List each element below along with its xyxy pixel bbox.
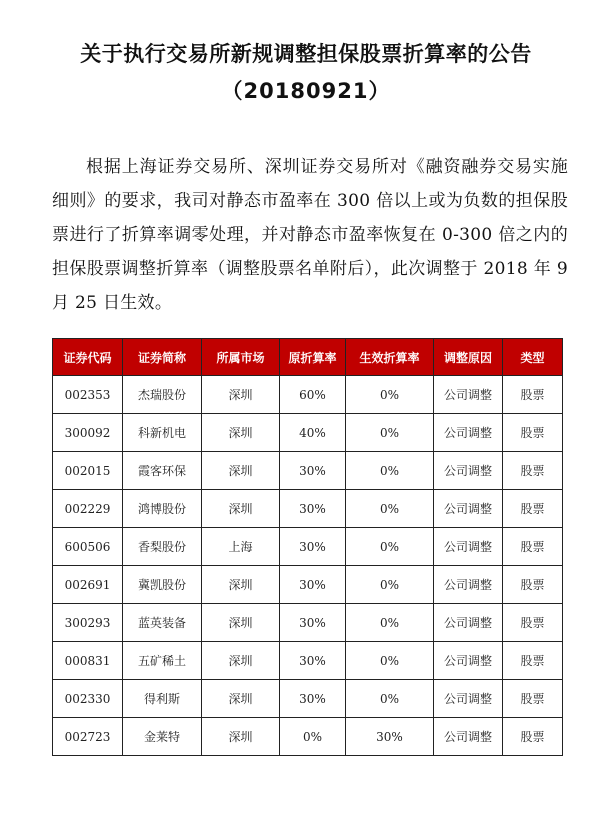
original-rate-cell: 30% [280, 452, 346, 490]
stock-code-cell: 002015 [53, 452, 123, 490]
table-row [53, 604, 563, 642]
type-cell: 股票 [503, 452, 563, 490]
original-rate-cell: 30% [280, 604, 346, 642]
effective-rate-cell: 0% [346, 490, 434, 528]
stock-name-cell: 杰瑞股份 [123, 376, 202, 414]
table-row [53, 376, 563, 414]
reason-cell: 公司调整 [434, 376, 503, 414]
market-cell: 深圳 [202, 718, 280, 756]
table-header-row [53, 339, 563, 376]
stock-code-cell: 002330 [53, 680, 123, 718]
effective-rate-cell: 0% [346, 452, 434, 490]
effective-rate-cell: 0% [346, 604, 434, 642]
reason-cell: 公司调整 [434, 718, 503, 756]
market-cell: 深圳 [202, 414, 280, 452]
header-type: 类型 [503, 339, 563, 376]
stock-name-cell: 香梨股份 [123, 528, 202, 566]
original-rate-cell: 60% [280, 376, 346, 414]
type-cell: 股票 [503, 566, 563, 604]
stock-name-cell: 霞客环保 [123, 452, 202, 490]
table-row [53, 490, 563, 528]
original-rate-cell: 30% [280, 566, 346, 604]
reason-cell: 公司调整 [434, 566, 503, 604]
original-rate-cell: 30% [280, 528, 346, 566]
stock-name-cell: 鸿博股份 [123, 490, 202, 528]
table-row [53, 718, 563, 756]
effective-rate-cell: 0% [346, 414, 434, 452]
effective-rate-cell: 30% [346, 718, 434, 756]
announcement-body: 根据上海证券交易所、深圳证券交易所对《融资融券交易实施细则》的要求，我司对静态市盈率在 300 倍以上或为负数的担保股票进行了折算率调零处理，并对静态市盈率恢复在 0-300 倍之内的担保股票调整折算率（调整股票名单附后），此次调整于 2018 年 9 月 25 日生效。 [52, 157, 568, 313]
original-rate-cell: 30% [280, 680, 346, 718]
header-effective-rate: 生效折算率 [346, 339, 434, 376]
stock-code-cell: 002353 [53, 376, 123, 414]
reason-cell: 公司调整 [434, 642, 503, 680]
stock-code-cell: 002723 [53, 718, 123, 756]
original-rate-cell: 30% [280, 642, 346, 680]
effective-rate-cell: 0% [346, 376, 434, 414]
stock-name-cell: 得利斯 [123, 680, 202, 718]
effective-rate-cell: 0% [346, 566, 434, 604]
header-market: 所属市场 [202, 339, 280, 376]
stock-name-cell: 五矿稀土 [123, 642, 202, 680]
reason-cell: 公司调整 [434, 680, 503, 718]
type-cell: 股票 [503, 604, 563, 642]
stock-code-cell: 600506 [53, 528, 123, 566]
effective-rate-cell: 0% [346, 680, 434, 718]
header-stock-name: 证券简称 [123, 339, 202, 376]
reason-cell: 公司调整 [434, 452, 503, 490]
original-rate-cell: 40% [280, 414, 346, 452]
table-row [53, 452, 563, 490]
market-cell: 深圳 [202, 452, 280, 490]
type-cell: 股票 [503, 718, 563, 756]
stock-code-cell: 300293 [53, 604, 123, 642]
reason-cell: 公司调整 [434, 414, 503, 452]
table-row [53, 414, 563, 452]
table-row [53, 680, 563, 718]
market-cell: 深圳 [202, 642, 280, 680]
announcement-date: （20180921） [221, 79, 391, 103]
type-cell: 股票 [503, 376, 563, 414]
table-row [53, 642, 563, 680]
adjusted-stock-table [52, 338, 563, 756]
stock-name-cell: 金莱特 [123, 718, 202, 756]
header-original-rate: 原折算率 [280, 339, 346, 376]
market-cell: 深圳 [202, 680, 280, 718]
stock-code-cell: 002691 [53, 566, 123, 604]
type-cell: 股票 [503, 642, 563, 680]
announcement-title: 关于执行交易所新规调整担保股票折算率的公告 [80, 42, 532, 66]
reason-cell: 公司调整 [434, 604, 503, 642]
type-cell: 股票 [503, 490, 563, 528]
table-row [53, 528, 563, 566]
reason-cell: 公司调整 [434, 490, 503, 528]
market-cell: 深圳 [202, 604, 280, 642]
effective-rate-cell: 0% [346, 642, 434, 680]
stock-code-cell: 300092 [53, 414, 123, 452]
stock-code-cell: 000831 [53, 642, 123, 680]
stock-code-cell: 002229 [53, 490, 123, 528]
market-cell: 深圳 [202, 566, 280, 604]
market-cell: 上海 [202, 528, 280, 566]
stock-name-cell: 科新机电 [123, 414, 202, 452]
stock-name-cell: 冀凯股份 [123, 566, 202, 604]
header-reason: 调整原因 [434, 339, 503, 376]
reason-cell: 公司调整 [434, 528, 503, 566]
effective-rate-cell: 0% [346, 528, 434, 566]
table-body [53, 376, 563, 756]
type-cell: 股票 [503, 528, 563, 566]
stock-name-cell: 蓝英装备 [123, 604, 202, 642]
original-rate-cell: 0% [280, 718, 346, 756]
original-rate-cell: 30% [280, 490, 346, 528]
market-cell: 深圳 [202, 376, 280, 414]
header-stock-code: 证券代码 [53, 339, 123, 376]
type-cell: 股票 [503, 414, 563, 452]
table-row [53, 566, 563, 604]
market-cell: 深圳 [202, 490, 280, 528]
type-cell: 股票 [503, 680, 563, 718]
